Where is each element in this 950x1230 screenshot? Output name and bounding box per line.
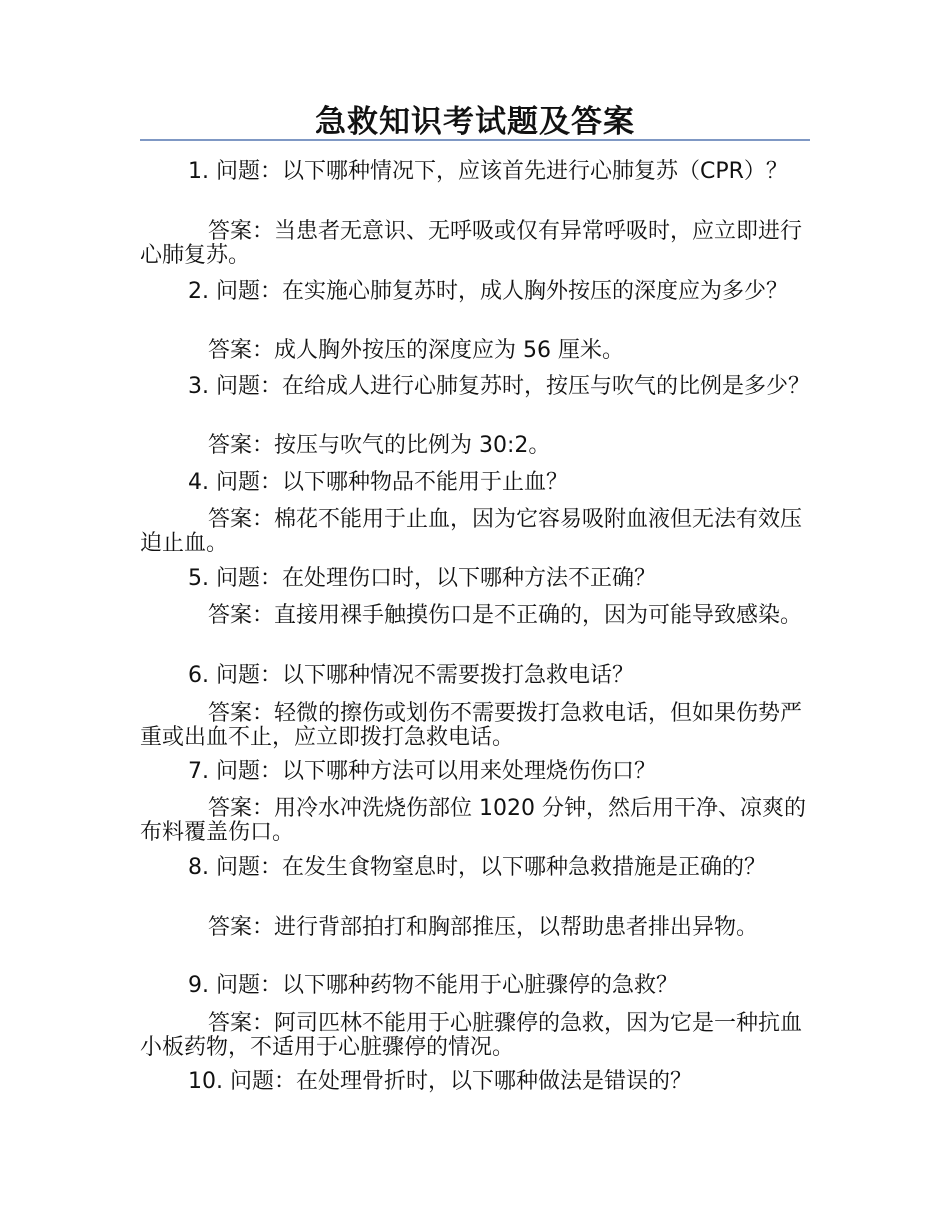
answer-7: 答案：用冷水冲洗烧伤部位 1020 分钟，然后用干净、凉爽的布料覆盖伤口。 (140, 796, 806, 845)
answer-5: 答案：直接用裸手触摸伤口是不正确的，因为可能导致感染。 (208, 603, 803, 628)
question-7: 7. 问题：以下哪种方法可以用来处理烧伤伤口？ (188, 759, 656, 784)
answer-6: 答案：轻微的擦伤或划伤不需要拨打急救电话，但如果伤势严重或出血不止，应立即拨打急救电话。 (140, 701, 803, 750)
question-9: 9. 问题：以下哪种药物不能用于心脏骤停的急救？ (188, 973, 678, 998)
question-8: 8. 问题：在发生食物窒息时，以下哪种急救措施是正确的？ (188, 855, 766, 880)
answer-3: 答案：按压与吹气的比例为 30:2。 (208, 433, 551, 458)
answer-4: 答案：棉花不能用于止血，因为它容易吸附血液但无法有效压迫止血。 (140, 507, 803, 556)
answer-8: 答案：进行背部拍打和胸部推压，以帮助患者排出异物。 (208, 915, 759, 940)
question-5: 5. 问题：在处理伤口时，以下哪种方法不正确？ (188, 566, 656, 591)
answer-9: 答案：阿司匹林不能用于心脏骤停的急救，因为它是一种抗血小板药物，不适用于心脏骤停的情况。 (140, 1011, 803, 1060)
question-1: 1. 问题：以下哪种情况下，应该首先进行心肺复苏（CPR）？ (188, 159, 788, 184)
question-3: 3. 问题：在给成人进行心肺复苏时，按压与吹气的比例是多少？ (188, 374, 810, 399)
answer-2: 答案：成人胸外按压的深度应为 56 厘米。 (208, 338, 624, 363)
document-title: 急救知识考试题及答案 (315, 104, 635, 140)
question-4: 4. 问题：以下哪种物品不能用于止血？ (188, 470, 568, 495)
question-2: 2. 问题：在实施心肺复苏时，成人胸外按压的深度应为多少？ (188, 279, 788, 304)
question-10: 10. 问题：在处理骨折时，以下哪种做法是错误的？ (188, 1069, 692, 1094)
title-underline (140, 139, 810, 141)
question-6: 6. 问题：以下哪种情况不需要拨打急救电话？ (188, 663, 634, 688)
answer-1: 答案：当患者无意识、无呼吸或仅有异常呼吸时，应立即进行心肺复苏。 (140, 219, 803, 268)
